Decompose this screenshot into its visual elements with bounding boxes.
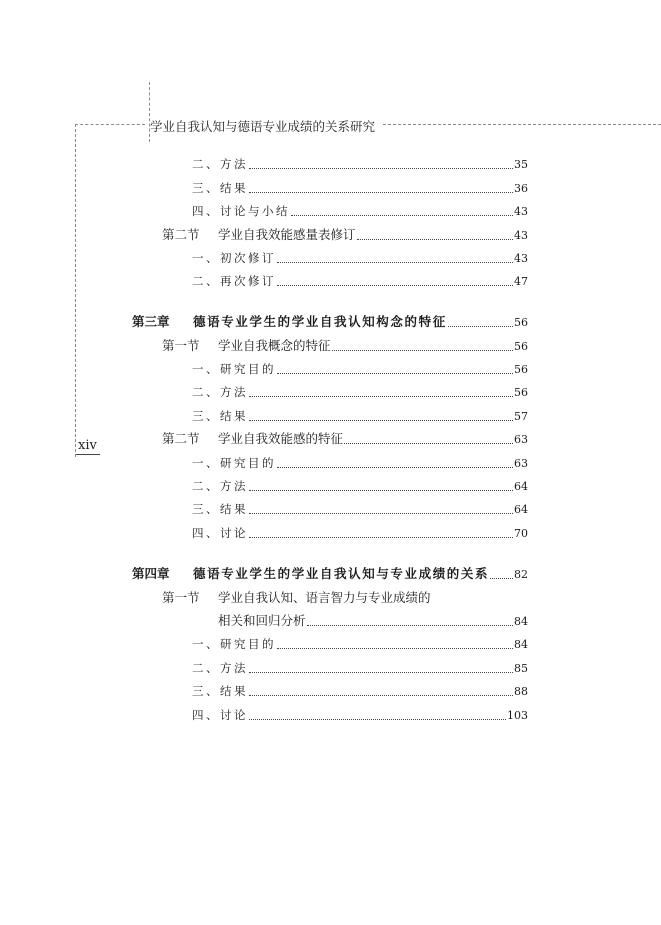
toc-chapter-title: 德语专业学生的学业自我认知与专业成绩的关系 (193, 566, 490, 581)
toc-section-number: 第一节 (162, 590, 200, 605)
toc-section-title: 学业自我认知、语言智力与专业成绩的 (218, 590, 431, 605)
toc-entry-page: 57 (514, 410, 528, 423)
toc-entry-title: 一、研究目的 (192, 456, 276, 470)
toc-entry-title: 四、讨论与小结 (192, 204, 290, 218)
toc-entry[interactable] (192, 249, 528, 267)
toc-entry[interactable] (192, 635, 528, 653)
toc-entry-title: 二、方法 (192, 157, 248, 171)
toc-entry-page: 82 (514, 568, 528, 581)
toc-section-title-cont: 相关和回归分析 (218, 613, 306, 628)
toc-section[interactable] (162, 337, 528, 355)
toc-section[interactable] (162, 430, 528, 448)
toc-section-title: 学业自我效能感的特征 (218, 431, 344, 446)
toc-chapter-number: 第三章 (132, 314, 170, 329)
toc-leader (249, 167, 513, 169)
toc-leader (277, 466, 513, 468)
toc-entry[interactable] (192, 682, 528, 700)
toc-entry[interactable] (192, 659, 528, 677)
toc-leader (448, 325, 513, 327)
toc-entry[interactable] (192, 360, 528, 378)
toc-entry[interactable] (192, 407, 528, 425)
toc-entry-title: 二、再次修订 (192, 274, 276, 288)
toc-section[interactable] (162, 226, 528, 244)
toc-entry-title: 二、方法 (192, 479, 248, 493)
toc-leader (249, 671, 513, 673)
header-rule-left (75, 124, 145, 125)
toc-entry-title: 四、讨论 (192, 526, 248, 540)
toc-entry-page: 103 (507, 709, 528, 722)
toc-leader (277, 647, 513, 649)
toc-leader (249, 512, 513, 514)
toc-entry-page: 36 (514, 182, 528, 195)
toc-entry-page: 88 (514, 685, 528, 698)
toc-section-number: 第二节 (162, 227, 200, 242)
toc-entry-title: 三、结果 (192, 684, 248, 698)
toc-leader (332, 349, 513, 351)
toc-entry[interactable] (192, 179, 528, 197)
toc-entry-title: 三、结果 (192, 409, 248, 423)
toc-section-number: 第一节 (162, 338, 200, 353)
toc-leader (357, 238, 513, 240)
toc-entry-page: 47 (514, 275, 528, 288)
margin-vertical-rule (75, 124, 76, 457)
toc-leader (344, 442, 513, 444)
toc-entry-page: 35 (514, 158, 528, 171)
toc-leader (249, 419, 513, 421)
toc-entry-title: 二、方法 (192, 385, 248, 399)
toc-entry-page: 56 (514, 386, 528, 399)
page-number: xiv (76, 438, 100, 455)
toc-entry-title: 一、初次修订 (192, 251, 276, 265)
toc-leader (490, 577, 513, 579)
toc-entry-page: 43 (514, 205, 528, 218)
toc-chapter[interactable] (132, 565, 528, 583)
toc-entry-page: 64 (514, 503, 528, 516)
toc-entry[interactable] (192, 383, 528, 401)
toc-chapter-number: 第四章 (132, 566, 170, 581)
toc-leader (249, 536, 513, 538)
toc-leader (307, 624, 513, 626)
toc-entry-page: 43 (514, 252, 528, 265)
toc-section-title: 学业自我概念的特征 (218, 338, 331, 353)
toc-chapter-title: 德语专业学生的学业自我认知构念的特征 (193, 314, 447, 329)
toc-entry-title: 一、研究目的 (192, 362, 276, 376)
toc-entry-page: 63 (514, 457, 528, 470)
running-header-title: 学业自我认知与德语专业成绩的关系研究 (150, 119, 376, 134)
toc-leader (249, 694, 513, 696)
toc-entry[interactable] (192, 524, 528, 542)
toc-entry-page: 56 (514, 340, 528, 353)
toc-leader (249, 489, 513, 491)
toc-entry-title: 四、讨论 (192, 708, 248, 722)
toc-entry[interactable] (192, 706, 528, 724)
toc-leader (249, 718, 506, 720)
toc-entry-page: 43 (514, 229, 528, 242)
toc-entry[interactable] (192, 155, 528, 173)
toc-entry[interactable] (192, 477, 528, 495)
toc-section[interactable] (218, 612, 528, 630)
toc-leader (249, 191, 513, 193)
toc-chapter[interactable] (132, 313, 528, 331)
toc-entry[interactable] (192, 272, 528, 290)
toc-entry[interactable] (192, 202, 528, 220)
toc-entry-title: 三、结果 (192, 181, 248, 195)
toc-leader (249, 395, 513, 397)
toc-entry-page: 64 (514, 480, 528, 493)
toc-leader (291, 214, 513, 216)
toc-entry-page: 70 (514, 527, 528, 540)
toc-entry[interactable] (192, 500, 528, 518)
toc-entry-title: 二、方法 (192, 661, 248, 675)
toc-leader (277, 261, 513, 263)
toc-entry-page: 84 (514, 638, 528, 651)
toc-entry-page: 56 (514, 316, 528, 329)
toc-entry-page: 85 (514, 662, 528, 675)
toc-entry[interactable] (192, 454, 528, 472)
toc-entry-page: 63 (514, 433, 528, 446)
toc-entry-page: 56 (514, 363, 528, 376)
toc-section-number: 第二节 (162, 431, 200, 446)
toc-section-title: 学业自我效能感量表修订 (218, 227, 356, 242)
toc-leader (277, 372, 513, 374)
toc-entry-title: 三、结果 (192, 502, 248, 516)
toc-section-line1[interactable] (162, 589, 431, 607)
header-rule-right (383, 124, 661, 125)
toc-entry-title: 一、研究目的 (192, 637, 276, 651)
toc-entry-page: 84 (514, 615, 528, 628)
toc-leader (277, 284, 513, 286)
